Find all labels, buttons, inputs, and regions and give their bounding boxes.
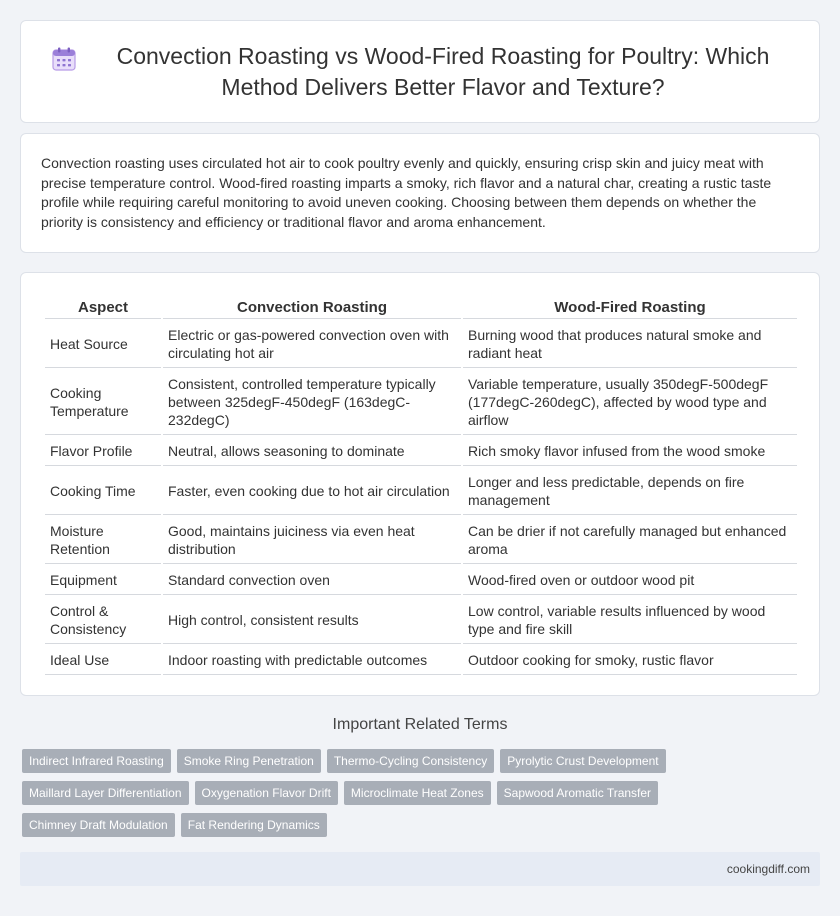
footer-site-link[interactable]: cookingdiff.com: [726, 862, 810, 876]
cell-aspect: Equipment: [45, 566, 161, 595]
title-card: [20, 20, 820, 123]
cell-convection: Electric or gas-powered convection oven with circulating hot air: [163, 321, 461, 368]
cell-wood-fired: Can be drier if not carefully managed but enhanced aroma: [463, 517, 797, 564]
cell-aspect: Flavor Profile: [45, 437, 161, 466]
footer: [20, 852, 820, 886]
table-row: [45, 517, 797, 564]
comparison-table: [43, 295, 799, 677]
intro-card: [20, 133, 820, 253]
cell-aspect: Ideal Use: [45, 646, 161, 675]
cell-convection: Indoor roasting with predictable outcomes: [163, 646, 461, 675]
calendar-icon: [51, 46, 77, 72]
cell-wood-fired: Variable temperature, usually 350degF-500degF (177degC-260degC), affected by wood type and airflow: [463, 370, 797, 435]
cell-convection: Good, maintains juiciness via even heat distribution: [163, 517, 461, 564]
cell-wood-fired: Low control, variable results influenced by wood type and fire skill: [463, 597, 797, 644]
table-row: [45, 321, 797, 368]
table-row: [45, 468, 797, 515]
related-term-tag[interactable]: Indirect Infrared Roasting: [22, 749, 171, 773]
table-row: [45, 566, 797, 595]
cell-aspect: Heat Source: [45, 321, 161, 368]
cell-wood-fired: Outdoor cooking for smoky, rustic flavor: [463, 646, 797, 675]
cell-convection: Standard convection oven: [163, 566, 461, 595]
related-term-tag[interactable]: Fat Rendering Dynamics: [181, 813, 327, 837]
related-term-tag[interactable]: Sapwood Aromatic Transfer: [497, 781, 658, 805]
related-terms-list: [22, 749, 702, 845]
cell-convection: Faster, even cooking due to hot air circulation: [163, 468, 461, 515]
table-header-row: [45, 297, 797, 319]
cell-wood-fired: Wood-fired oven or outdoor wood pit: [463, 566, 797, 595]
cell-aspect: Cooking Temperature: [45, 370, 161, 435]
title-wrap: [21, 21, 819, 122]
table-row: [45, 370, 797, 435]
comparison-card: [20, 272, 820, 696]
related-term-tag[interactable]: Chimney Draft Modulation: [22, 813, 175, 837]
cell-wood-fired: Rich smoky flavor infused from the wood smoke: [463, 437, 797, 466]
table-row: [45, 437, 797, 466]
page-title: Convection Roasting vs Wood-Fired Roasting for Poultry: Which Method Delivers Better Flavor and Texture?: [116, 42, 770, 100]
cell-convection: Neutral, allows seasoning to dominate: [163, 437, 461, 466]
cell-aspect: Cooking Time: [45, 468, 161, 515]
cell-wood-fired: Burning wood that produces natural smoke and radiant heat: [463, 321, 797, 368]
cell-aspect: Control & Consistency: [45, 597, 161, 644]
table-row: [45, 646, 797, 675]
related-term-tag[interactable]: Thermo-Cycling Consistency: [327, 749, 494, 773]
related-term-tag[interactable]: Microclimate Heat Zones: [344, 781, 491, 805]
cell-aspect: Moisture Retention: [45, 517, 161, 564]
table-row: [45, 597, 797, 644]
cell-convection: High control, consistent results: [163, 597, 461, 644]
related-term-tag[interactable]: Pyrolytic Crust Development: [500, 749, 665, 773]
header-convection: Convection Roasting: [163, 297, 461, 319]
related-term-tag[interactable]: Smoke Ring Penetration: [177, 749, 321, 773]
header-wood-fired: Wood-Fired Roasting: [463, 297, 797, 319]
intro-paragraph: Convection roasting uses circulated hot air to cook poultry evenly and quickly, ensuring crisp skin and juicy meat with precise temperature control. Wood-fired roasting imparts a smoky, rich flavor and a natural char, creating a rustic taste profile while requiring careful monitoring to avoid uneven cooking. Choosing between them depends on whether the priority is consistency and efficiency or traditional flavor and aroma enhancement.: [41, 155, 772, 230]
related-terms-heading: Important Related Terms: [332, 716, 508, 733]
related-term-tag[interactable]: Maillard Layer Differentiation: [22, 781, 189, 805]
related-term-tag[interactable]: Oxygenation Flavor Drift: [195, 781, 338, 805]
cell-convection: Consistent, controlled temperature typically between 325degF-450degF (163degC-232degC): [163, 370, 461, 435]
header-aspect: Aspect: [45, 297, 161, 319]
cell-wood-fired: Longer and less predictable, depends on fire management: [463, 468, 797, 515]
